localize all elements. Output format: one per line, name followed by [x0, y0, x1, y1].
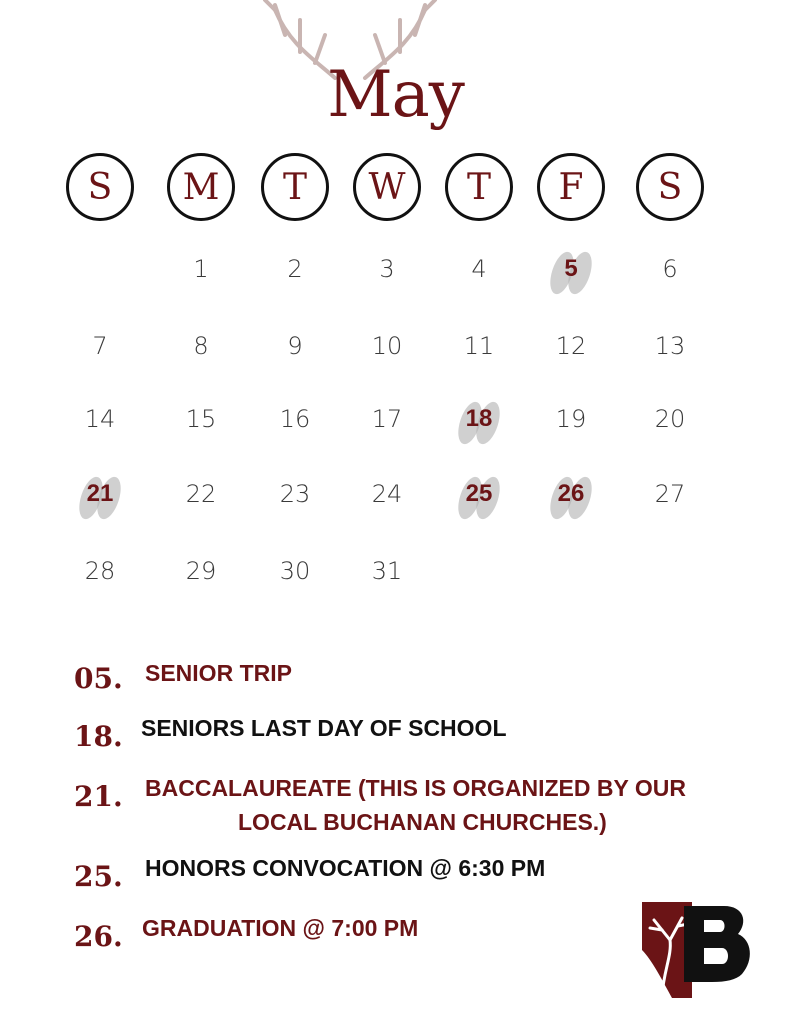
weekday-circle: W: [353, 153, 421, 221]
calendar-day: 31: [371, 557, 403, 585]
calendar-day: 19: [555, 405, 587, 433]
weekday-circle: F: [537, 153, 605, 221]
calendar-day-highlighted: 18: [465, 405, 493, 432]
calendar-day: 29: [185, 557, 217, 585]
event-description-line2: LOCAL BUCHANAN CHURCHES.): [238, 809, 607, 835]
event-description: SENIOR TRIP: [145, 660, 292, 686]
calendar-day: 3: [379, 255, 395, 283]
calendar-day: 12: [555, 332, 587, 360]
event-date: 25.: [74, 860, 123, 893]
calendar-day: 22: [185, 480, 217, 508]
buchanan-logo: [642, 900, 754, 1000]
calendar-day-highlighted: 25: [465, 480, 493, 507]
weekday-circle: S: [636, 153, 704, 221]
calendar-day: 16: [279, 405, 311, 433]
calendar-day-highlighted: 26: [557, 480, 585, 507]
calendar-day: 9: [287, 332, 303, 360]
event-date: 05.: [74, 662, 123, 695]
calendar-day: 4: [471, 255, 487, 283]
calendar-day: 17: [371, 405, 403, 433]
event-description: GRADUATION @ 7:00 PM: [142, 915, 419, 941]
calendar-day: 10: [371, 332, 403, 360]
weekday-circle: T: [261, 153, 329, 221]
weekday-circle: T: [445, 153, 513, 221]
calendar-day: 1: [193, 255, 209, 283]
weekday-circle: S: [66, 153, 134, 221]
calendar-day: 11: [463, 332, 495, 360]
calendar-day: 15: [185, 405, 217, 433]
calendar-day: 24: [371, 480, 403, 508]
event-description: BACCALAUREATE (THIS IS ORGANIZED BY OUR: [145, 775, 686, 801]
calendar-day: 14: [84, 405, 116, 433]
calendar-day: 27: [654, 480, 686, 508]
calendar-day-highlighted: 21: [86, 480, 114, 507]
weekday-circle: M: [167, 153, 235, 221]
calendar-day: 2: [287, 255, 303, 283]
month-title: May: [327, 58, 464, 132]
event-description: SENIORS LAST DAY OF SCHOOL: [141, 715, 507, 741]
event-date: 21.: [74, 780, 123, 813]
calendar-day: 30: [279, 557, 311, 585]
event-date: 26.: [74, 920, 123, 953]
weekday-header: [0, 151, 791, 231]
event-date: 18.: [74, 720, 123, 753]
calendar-day: 8: [193, 332, 209, 360]
calendar-day: 7: [92, 332, 108, 360]
calendar-day-highlighted: 5: [564, 255, 578, 282]
calendar-day: 13: [654, 332, 686, 360]
calendar-day: 28: [84, 557, 116, 585]
calendar-day: 6: [662, 255, 678, 283]
calendar-day: 23: [279, 480, 311, 508]
event-description: HONORS CONVOCATION @ 6:30 PM: [145, 855, 546, 881]
calendar-day: 20: [654, 405, 686, 433]
